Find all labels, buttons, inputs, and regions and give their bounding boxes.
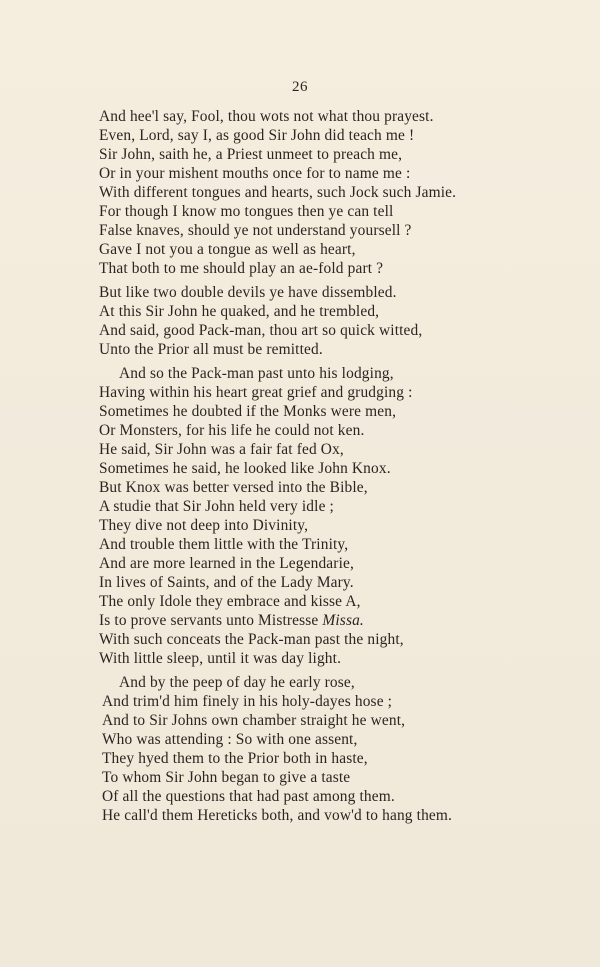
poem-line-10: But like two double devils ye have dissembled. xyxy=(99,284,397,301)
poem-line-28: With such conceats the Pack-man past the night, xyxy=(99,631,404,648)
poem-line-13: Unto the Prior all must be remitted. xyxy=(99,341,323,358)
poem-line-34: They hyed them to the Prior both in haste, xyxy=(102,750,368,767)
poem-line-15: Having within his heart great grief and grudging : xyxy=(99,384,413,401)
poem-line-20: But Knox was better versed into the Bible, xyxy=(99,479,368,496)
page-number: 26 xyxy=(292,79,308,95)
poem-line-7: False knaves, should ye not understand yoursell ? xyxy=(99,222,412,239)
poem-line-29: With little sleep, until it was day light. xyxy=(99,650,342,667)
poem-line-33: Who was attending : So with one assent, xyxy=(102,731,358,748)
italic-missa: Missa. xyxy=(322,612,364,629)
poem-line-25: In lives of Saints, and of the Lady Mary. xyxy=(99,574,354,591)
poem-line-22: They dive not deep into Divinity, xyxy=(99,517,309,534)
poem-line-24: And are more learned in the Legendarie, xyxy=(99,555,354,572)
poem-line-19: Sometimes he said, he looked like John Knox. xyxy=(99,460,391,477)
poem-line-37: He call'd them Hereticks both, and vow'd to hang them. xyxy=(102,807,453,824)
poem-line-4: Or in your mishent mouths once for to name me : xyxy=(99,165,411,182)
poem-line-11: At this Sir John he quaked, and he trembled, xyxy=(99,303,380,320)
poem-line-16: Sometimes he doubted if the Monks were men, xyxy=(99,403,397,420)
poem-line-1: And hee'l say, Fool, thou wots not what thou prayest. xyxy=(99,108,434,125)
poem-line-8: Gave I not you a tongue as well as heart, xyxy=(99,241,356,258)
poem-line-36: Of all the questions that had past among them. xyxy=(102,788,395,805)
poem-line-23: And trouble them little with the Trinity, xyxy=(99,536,349,553)
poem-line-5: With different tongues and hearts, such Jock such Jamie. xyxy=(99,184,457,201)
poem-line-35: To whom Sir John began to give a taste xyxy=(102,769,351,786)
poem-line-3: Sir John, saith he, a Priest unmeet to preach me, xyxy=(99,146,403,163)
poem-line-14: And so the Pack-man past unto his lodging, xyxy=(119,365,394,382)
poem-line-27-text: Is to prove servants unto Mistresse xyxy=(99,612,323,629)
poem-line-17: Or Monsters, for his life he could not ken. xyxy=(99,422,365,439)
poem-line-6: For though I know mo tongues then ye can tell xyxy=(99,203,394,220)
poem-line-18: He said, Sir John was a fair fat fed Ox, xyxy=(99,441,344,458)
poem-line-32: And to Sir Johns own chamber straight he went, xyxy=(102,712,406,729)
poem-line-30: And by the peep of day he early rose, xyxy=(119,674,355,691)
poem-line-12: And said, good Pack-man, thou art so quick witted, xyxy=(99,322,423,339)
poem-line-31: And trim'd him finely in his holy-dayes hose ; xyxy=(102,693,393,710)
poem-line-21: A studie that Sir John held very idle ; xyxy=(99,498,334,515)
poem-line-27 xyxy=(99,611,364,630)
poem-line-2: Even, Lord, say I, as good Sir John did teach me ! xyxy=(99,127,415,144)
poem-line-26: The only Idole they embrace and kisse A, xyxy=(99,593,361,610)
poem-line-9: That both to me should play an ae-fold part ? xyxy=(99,260,384,277)
